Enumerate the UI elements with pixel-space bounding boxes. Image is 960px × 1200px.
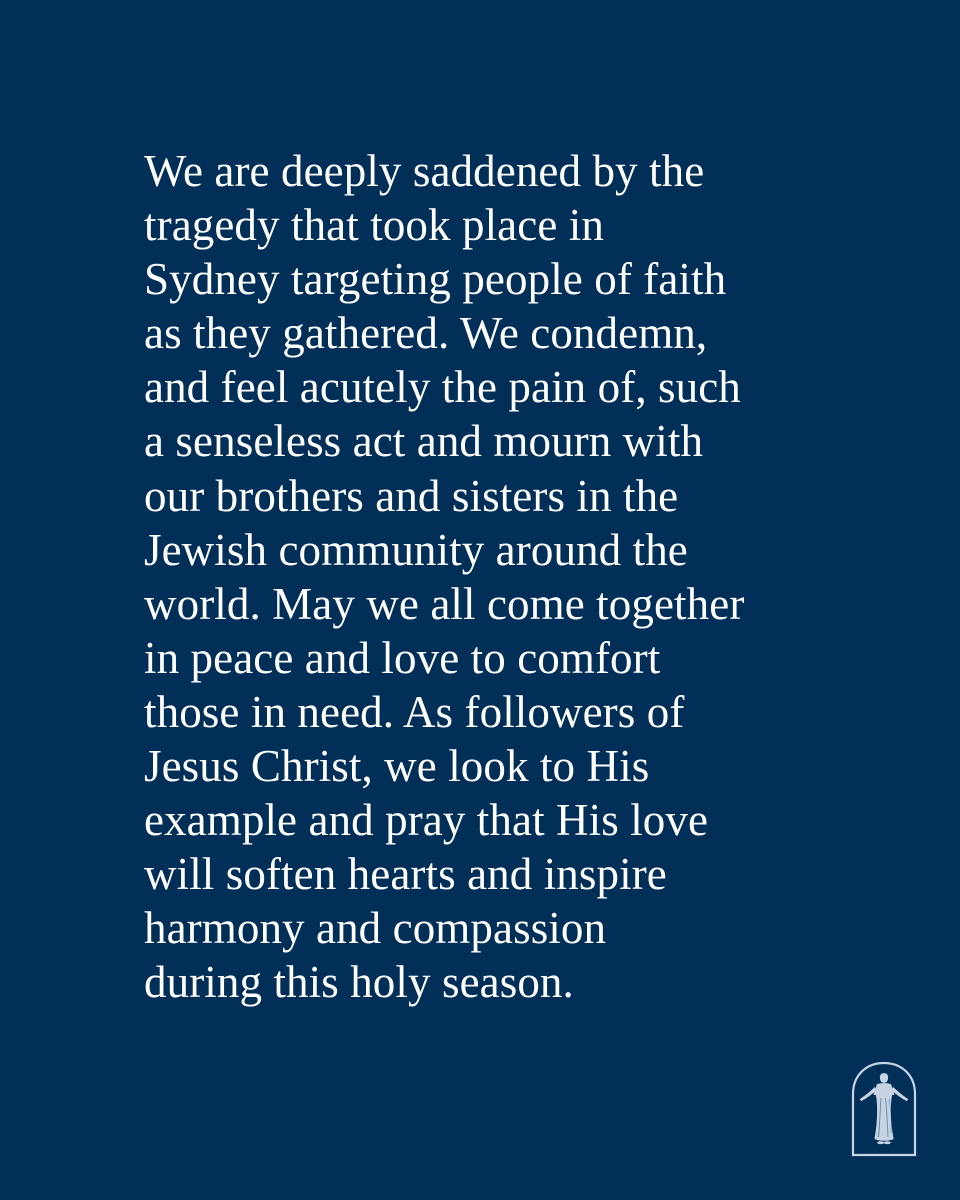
statement-line: tragedy that took place in: [144, 200, 604, 251]
statement-line: as they gathered. We condemn,: [144, 308, 708, 359]
statement-line: example and pray that His love: [144, 795, 709, 846]
statement-line: We are deeply saddened by the: [144, 146, 705, 196]
statement-line: a senseless act and mourn with: [144, 416, 704, 467]
christus-arch-icon: [850, 1060, 918, 1158]
statement-line: Sydney targeting people of faith: [144, 254, 727, 305]
statement-line: Jewish community around the: [144, 524, 688, 575]
statement-line: will soften hearts and inspire: [144, 849, 667, 900]
statement-line: world. May we all come together: [144, 578, 745, 629]
statement-line: during this holy season.: [144, 957, 574, 1008]
church-logo: [850, 1060, 918, 1158]
statement-line: our brothers and sisters in the: [144, 470, 679, 521]
statement-line: and feel acutely the pain of, such: [144, 362, 741, 413]
statement-line: those in need. As followers of: [144, 686, 685, 737]
statement-line: in peace and love to comfort: [144, 632, 661, 683]
statement-line: harmony and compassion: [144, 903, 607, 954]
statement-text: [144, 144, 844, 1010]
statement-line: Jesus Christ, we look to His: [144, 741, 650, 792]
